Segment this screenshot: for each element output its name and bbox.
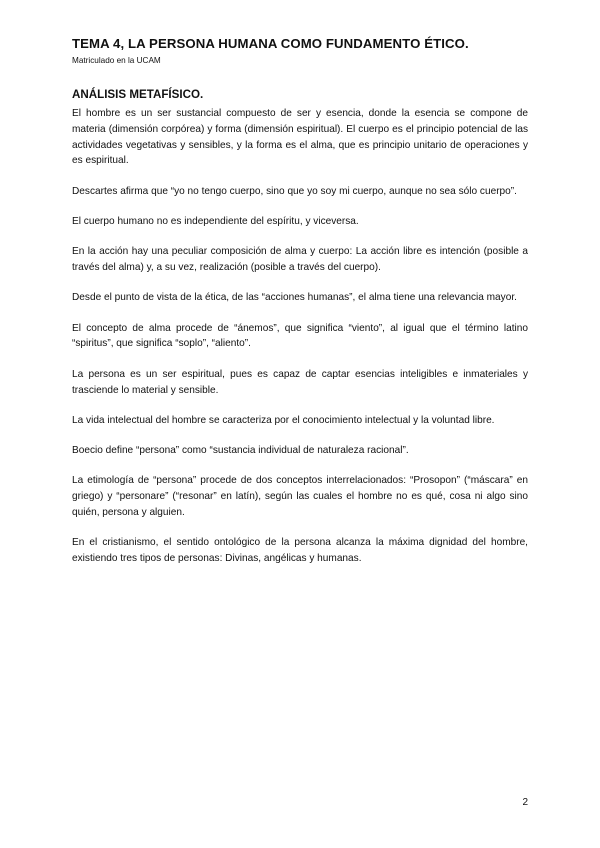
document-title: TEMA 4, LA PERSONA HUMANA COMO FUNDAMENTO ÉTICO. bbox=[72, 36, 469, 51]
paragraph: Boecio define “persona” como “sustancia individual de naturaleza racional”. bbox=[72, 445, 409, 457]
document-subtitle: Matriculado en la UCAM bbox=[72, 56, 161, 65]
paragraph: Descartes afirma que “yo no tengo cuerpo, sino que yo soy mi cuerpo, aunque no sea sólo cuerpo”. bbox=[72, 185, 517, 197]
paragraph: La etimología de “persona” procede de dos conceptos interrelacionados: “Prosopon” (“máscara” en griego) y “personare” (“resonar” en latín), según las cuales el hombre no es qué, cosa ni algo sino quién, persona y alguien. bbox=[72, 475, 528, 519]
page-number: 2 bbox=[522, 797, 528, 808]
section-heading: ANÁLISIS METAFÍSICO. bbox=[72, 88, 204, 101]
paragraph: El concepto de alma procede de “ánemos”, que significa “viento”, al igual que el término latino “spiritus”, que significa “soplo”, “aliento”. bbox=[72, 322, 528, 350]
paragraph: Desde el punto de vista de la ética, de las “acciones humanas”, el alma tiene una relevancia mayor. bbox=[72, 292, 517, 304]
paragraph: El cuerpo humano no es independiente del espíritu, y viceversa. bbox=[72, 215, 359, 227]
paragraph: La vida intelectual del hombre se caracteriza por el conocimiento intelectual y la voluntad libre. bbox=[72, 414, 495, 426]
paragraph: El hombre es un ser sustancial compuesto de ser y esencia, donde la esencia se compone de materia (dimensión corpórea) y forma (dimensión espiritual). El cuerpo es el principio potencial de las actividades vegetativas y sensibles, y la forma es el alma, que es principio unitario de operaciones y es espiritual. bbox=[72, 108, 528, 167]
paragraph: La persona es un ser espiritual, pues es capaz de captar esencias inteligibles e inmateriales y trasciende lo material y sensible. bbox=[72, 368, 528, 396]
paragraph: En la acción hay una peculiar composición de alma y cuerpo: La acción libre es intención (posible a través del alma) y, a su vez, realización (posible a través del cuerpo). bbox=[72, 246, 528, 274]
document-body bbox=[72, 106, 528, 581]
paragraph: En el cristianismo, el sentido ontológico de la persona alcanza la máxima dignidad del hombre, existiendo tres tipos de personas: Divinas, angélicas y humanas. bbox=[72, 537, 528, 565]
